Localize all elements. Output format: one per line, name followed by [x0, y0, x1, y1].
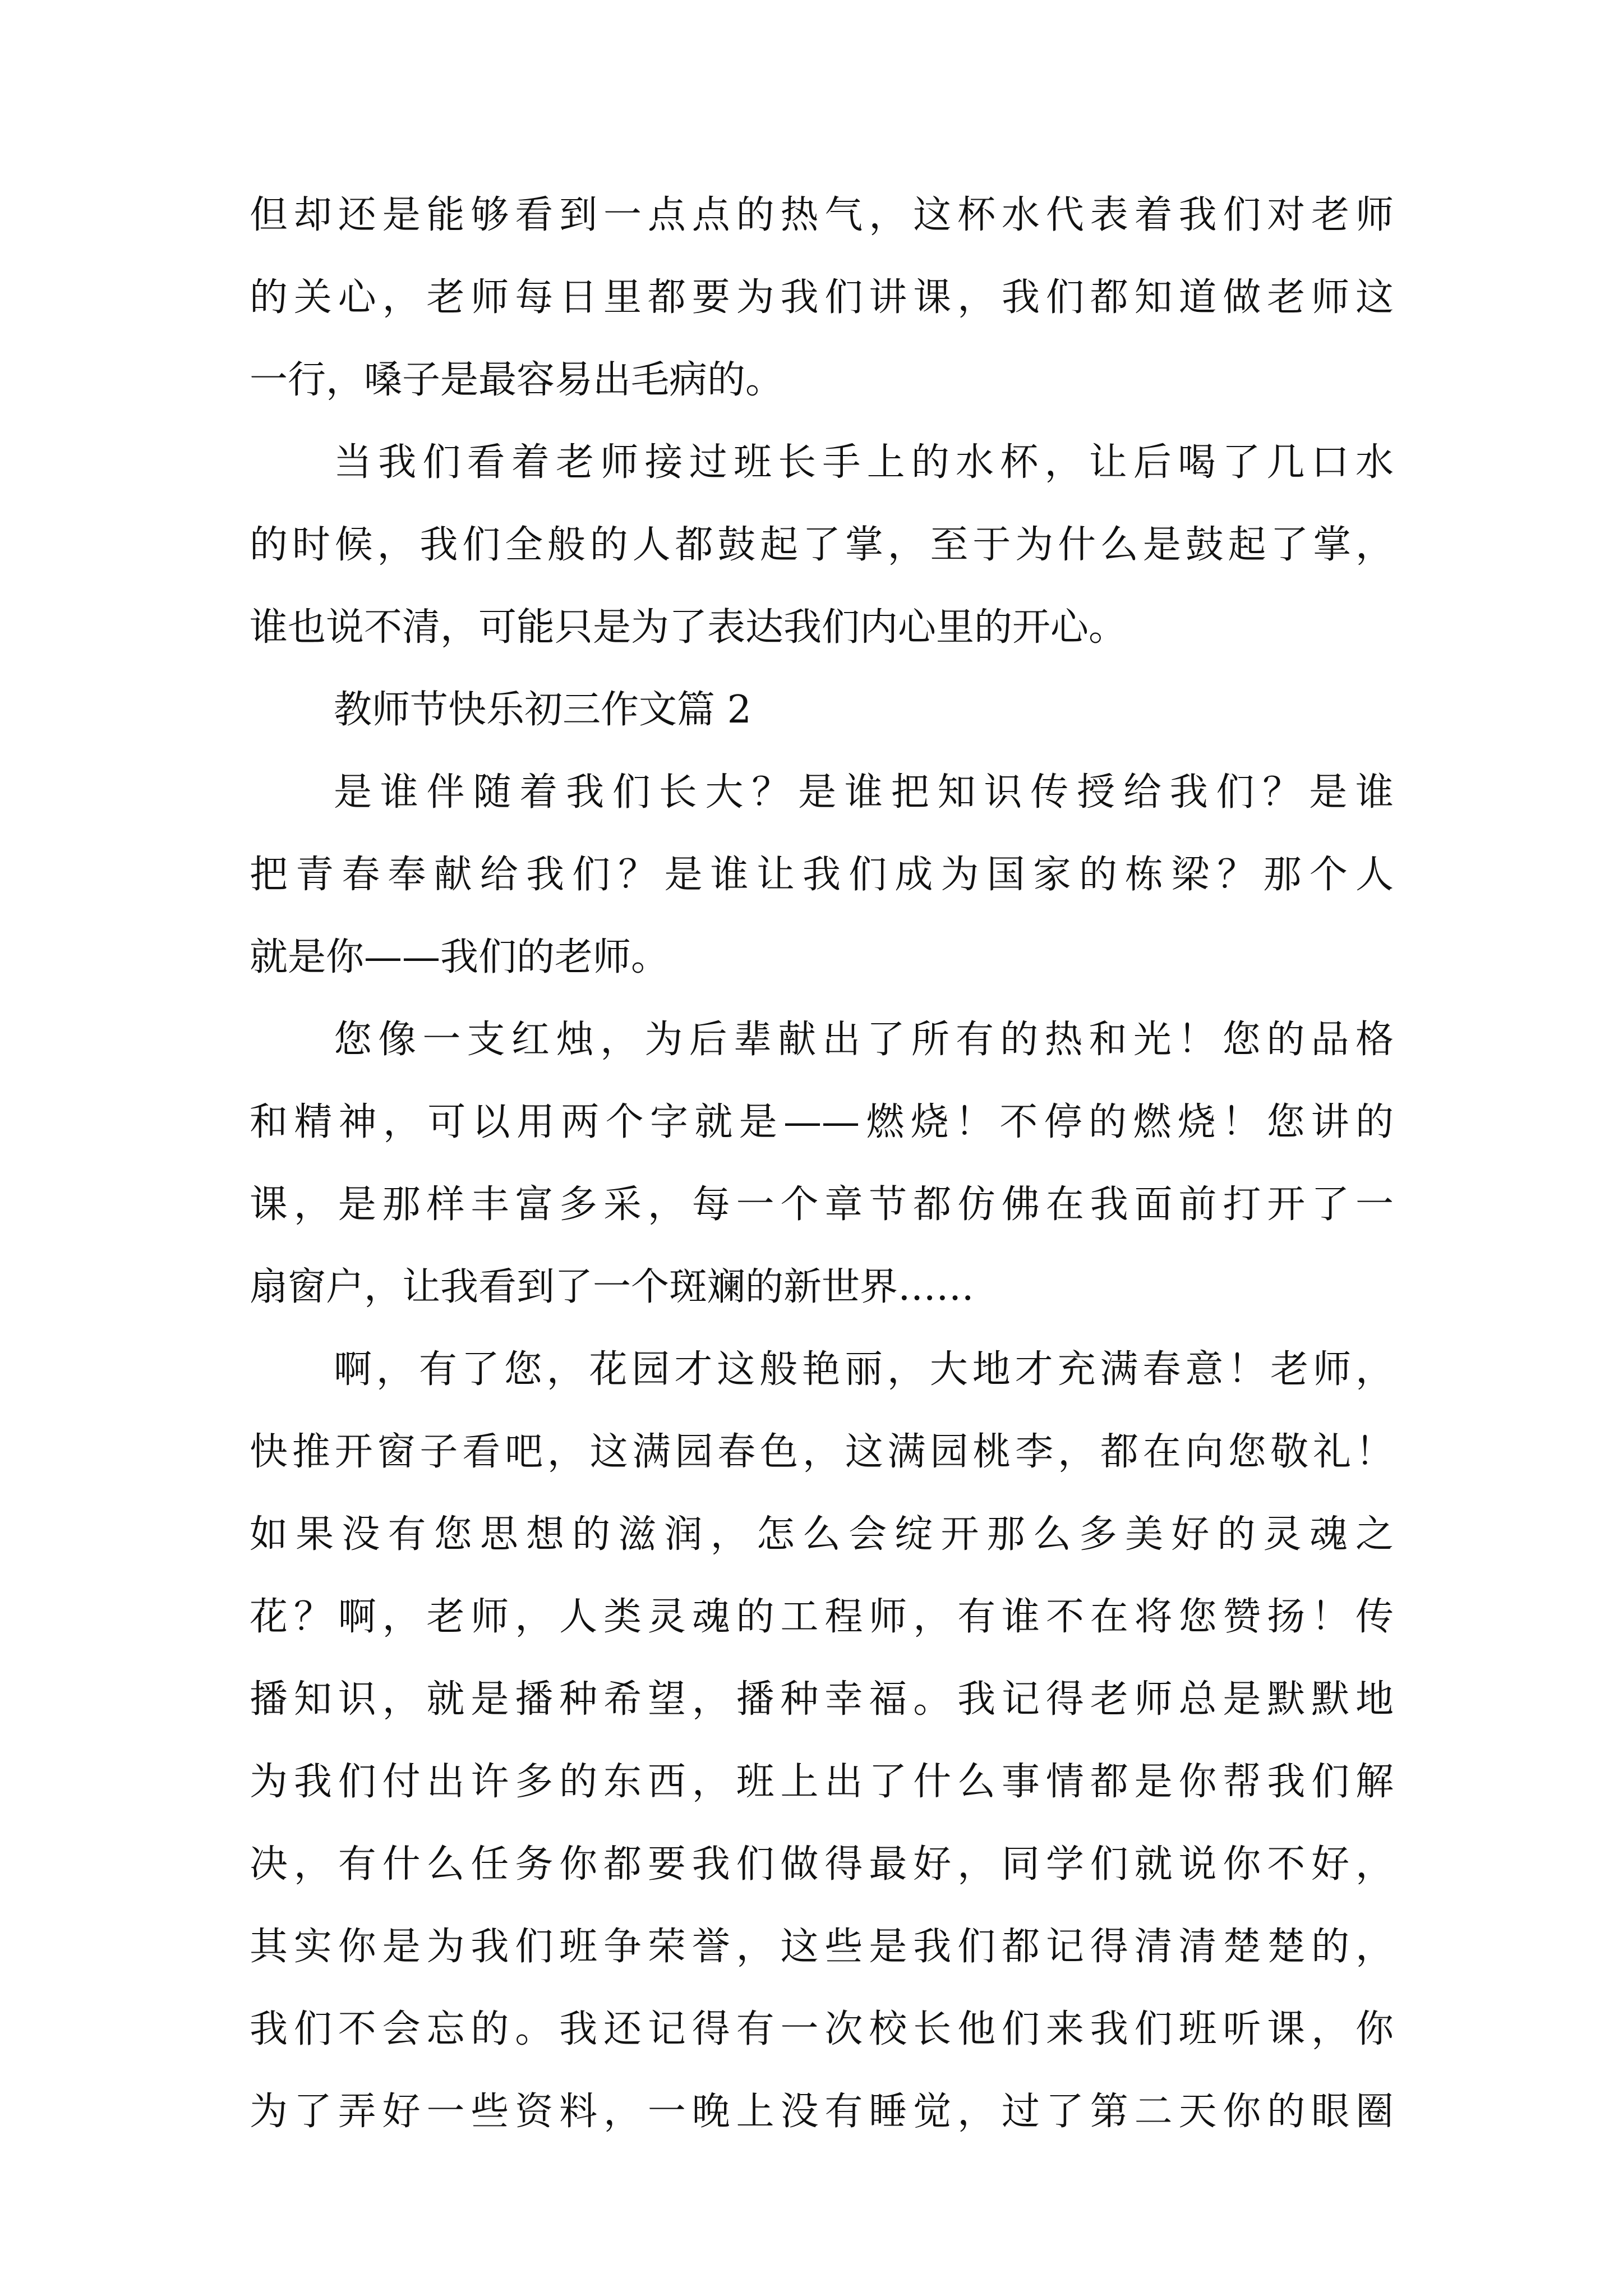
text-line: 扇窗户，让我看到了一个斑斓的新世界……: [250, 1265, 975, 1309]
text-line: 的时候，我们全般的人都鼓起了掌，至于为什么是鼓起了掌，: [250, 523, 1394, 567]
text-line: 谁也说不清，可能只是为了表达我们内心里的开心。: [250, 605, 1127, 650]
text-line: 快推开窗子看吧，这满园春色，这满园桃李，都在向您敬礼！: [250, 1430, 1394, 1474]
text-line: 啊，有了您，花园才这般艳丽，大地才充满春意！老师，: [334, 1347, 1394, 1392]
text-line: 您像一支红烛，为后辈献出了所有的热和光！您的品格: [334, 1018, 1394, 1062]
text-line: 把青春奉献给我们？是谁让我们成为国家的栋梁？那个人: [250, 853, 1394, 897]
text-line: 当我们看着老师接过班长手上的水杯，让后喝了几口水: [334, 440, 1394, 485]
text-line: 是谁伴随着我们长大？是谁把知识传授给我们？是谁: [334, 770, 1394, 815]
text-line: 和精神，可以用两个字就是——燃烧！不停的燃烧！您讲的: [250, 1100, 1394, 1144]
text-line: 课，是那样丰富多采，每一个章节都仿佛在我面前打开了一: [250, 1182, 1394, 1227]
text-line: 花？啊，老师，人类灵魂的工程师，有谁不在将您赞扬！传: [250, 1595, 1394, 1639]
text-line: 但却还是能够看到一点点的热气，这杯水代表着我们对老师: [250, 193, 1394, 237]
text-line: 的关心，老师每日里都要为我们讲课，我们都知道做老师这: [250, 275, 1394, 320]
text-line: 为了弄好一些资料，一晚上没有睡觉，过了第二天你的眼圈: [250, 2090, 1394, 2134]
document-body: [250, 174, 1394, 2153]
text-line: 一行，嗓子是最容易出毛病的。: [250, 358, 784, 402]
text-line: 如果没有您思想的滋润，怎么会绽开那么多美好的灵魂之: [250, 1512, 1394, 1557]
text-line: 为我们付出许多的东西，班上出了什么事情都是你帮我们解: [250, 1760, 1394, 1804]
section-heading: 教师节快乐初三作文篇 2: [334, 688, 751, 732]
text-line: 播知识，就是播种希望，播种幸福。我记得老师总是默默地: [250, 1677, 1394, 1722]
text-line: 其实你是为我们班争荣誉，这些是我们都记得清清楚楚的，: [250, 1925, 1394, 1969]
text-line: 决，有什么任务你都要我们做得最好，同学们就说你不好，: [250, 1842, 1394, 1887]
text-line: 就是你——我们的老师。: [250, 935, 670, 979]
text-line: 我们不会忘的。我还记得有一次校长他们来我们班听课，你: [250, 2007, 1394, 2051]
